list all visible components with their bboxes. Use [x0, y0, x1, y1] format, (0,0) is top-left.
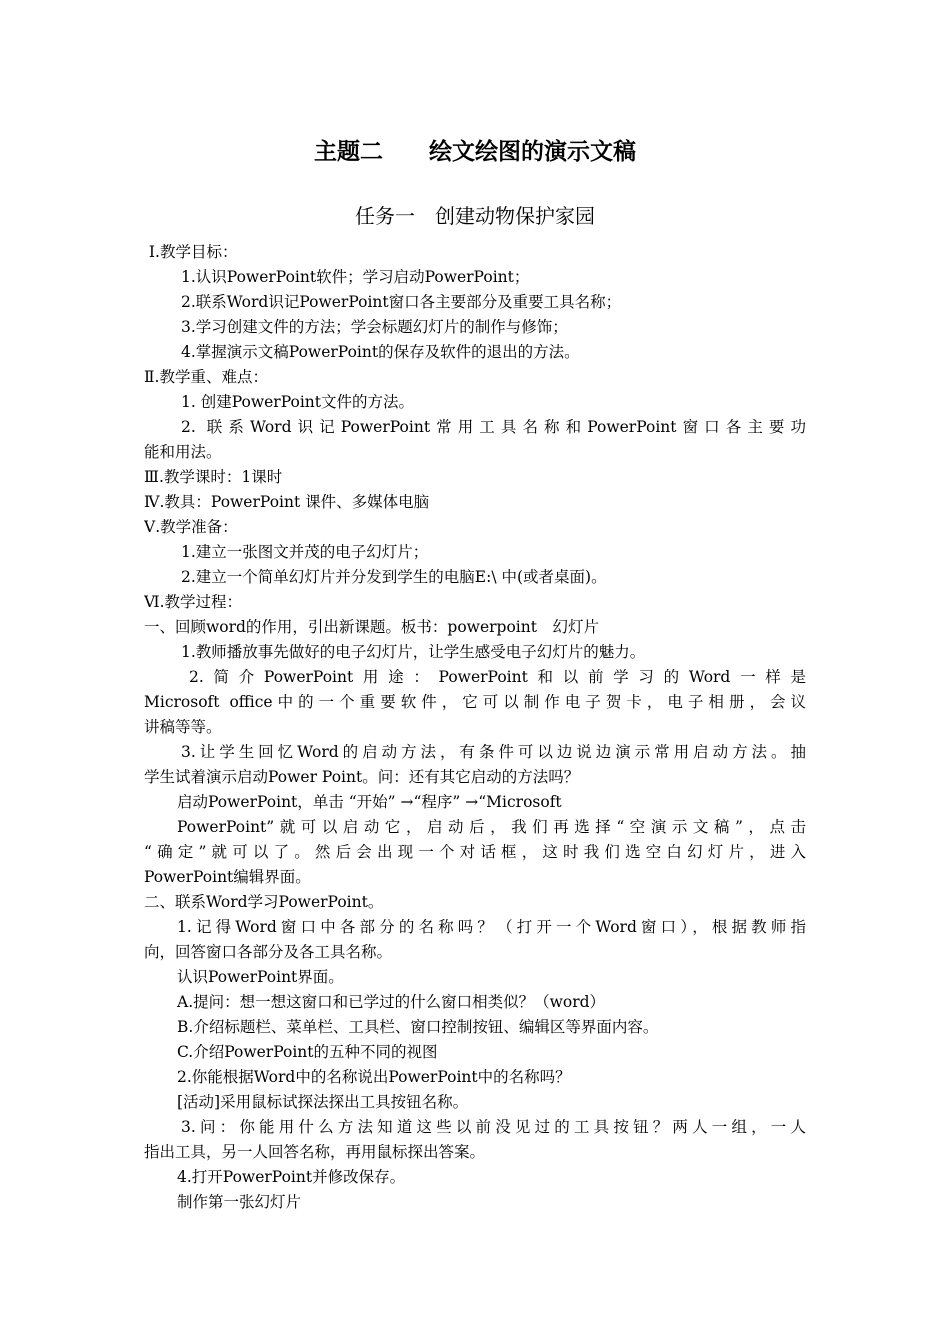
- paragraph-line: “确定”就可以了。然后会出现一个对话框，这时我们选空白幻灯片，进入: [144, 843, 806, 861]
- list-item: 1.教师播放事先做好的电子幻灯片，让学生感受电子幻灯片的魅力。: [181, 643, 646, 661]
- list-item: 3.让学生回忆Word的启动方法，有条件可以边说边演示常用启动方法。抽: [181, 743, 806, 761]
- list-item: 2.联系Word识记PowerPoint窗口各主要部分及重要工具名称；: [181, 293, 622, 311]
- paragraph-line: 制作第一张幻灯片: [177, 1193, 302, 1211]
- list-item: 1.建立一张图文并茂的电子幻灯片；: [181, 543, 429, 561]
- list-item: 2. 联系Word识记PowerPoint常用工具名称和PowerPoint窗口各主要功: [181, 418, 806, 436]
- paragraph-line: 讲稿等等。: [144, 718, 222, 736]
- paragraph-line: 指出工具，另一人回答名称，再用鼠标探出答案。: [144, 1143, 486, 1161]
- document-body: [144, 240, 806, 1215]
- list-item: 1.记得Word窗口中各部分的名称吗？（打开一个Word窗口），根据教师指: [177, 918, 806, 936]
- task-subtitle: 任务一 创建动物保护家园: [355, 204, 595, 228]
- paragraph-line: Microsoft office中的一个重要软件，它可以制作电子贺卡，电子相册，会议: [144, 693, 806, 711]
- paragraph-line: 启动PowerPoint，单击 “开始” →“程序” →“Microsoft: [177, 793, 562, 811]
- section-heading: Ⅴ.教学准备：: [144, 518, 238, 536]
- section-heading: Ⅰ.教学目标：: [144, 243, 238, 261]
- list-item: 1. 创建PowerPoint文件的方法。: [181, 393, 415, 411]
- paragraph-line: PowerPoint编辑界面。: [144, 868, 311, 886]
- list-item: 2.建立一个简单幻灯片并分发到学生的电脑E:\ 中(或者桌面)。: [181, 568, 607, 586]
- paragraph-line: 向，回答窗口各部分及各工具名称。: [144, 943, 393, 961]
- list-item: 4.掌握演示文稿PowerPoint的保存及软件的退出的方法。: [181, 343, 580, 361]
- section-heading: Ⅵ.教学过程：: [144, 593, 243, 611]
- list-item: C.介绍PowerPoint的五种不同的视图: [177, 1043, 438, 1061]
- section-heading: Ⅱ.教学重、难点：: [144, 368, 268, 386]
- page-title: 主题二 绘文绘图的演示文稿: [314, 139, 636, 165]
- list-item: A.提问：想一想这窗口和已学过的什么窗口相类似？（word）: [177, 993, 606, 1011]
- list-item: 2.你能根据Word中的名称说出PowerPoint中的名称吗？: [177, 1068, 571, 1086]
- list-item: 2.简介PowerPoint用途：PowerPoint和以前学习的Word一样是: [189, 668, 806, 686]
- list-item: 3.学习创建文件的方法；学会标题幻灯片的制作与修饰；: [181, 318, 568, 336]
- paragraph-line: 能和用法。: [144, 443, 222, 461]
- list-item: 3.问：你能用什么方法知道这些以前没见过的工具按钮？两人一组，一人: [181, 1118, 806, 1136]
- paragraph-line: [活动]采用鼠标试探法探出工具按钮名称。: [177, 1093, 469, 1111]
- section-heading: 一、回顾word的作用，引出新课题。板书：powerpoint 幻灯片: [144, 618, 599, 636]
- paragraph-line: 认识PowerPoint界面。: [177, 968, 344, 986]
- paragraph-line: PowerPoint”就可以启动它，启动后，我们再选择“空演示文稿”，点击: [177, 818, 806, 836]
- section-heading: Ⅳ.教具：PowerPoint 课件、多媒体电脑: [144, 493, 430, 511]
- list-item: B.介绍标题栏、菜单栏、工具栏、窗口控制按钮、编辑区等界面内容。: [177, 1018, 659, 1036]
- section-heading: 二、联系Word学习PowerPoint。: [144, 893, 384, 911]
- section-heading: Ⅲ.教学课时：1课时: [144, 468, 283, 486]
- list-item: 1.认识PowerPoint软件；学习启动PowerPoint；: [181, 268, 530, 286]
- paragraph-line: 学生试着演示启动Power Point。问：还有其它启动的方法吗？: [144, 768, 580, 786]
- list-item: 4.打开PowerPoint并修改保存。: [177, 1168, 406, 1186]
